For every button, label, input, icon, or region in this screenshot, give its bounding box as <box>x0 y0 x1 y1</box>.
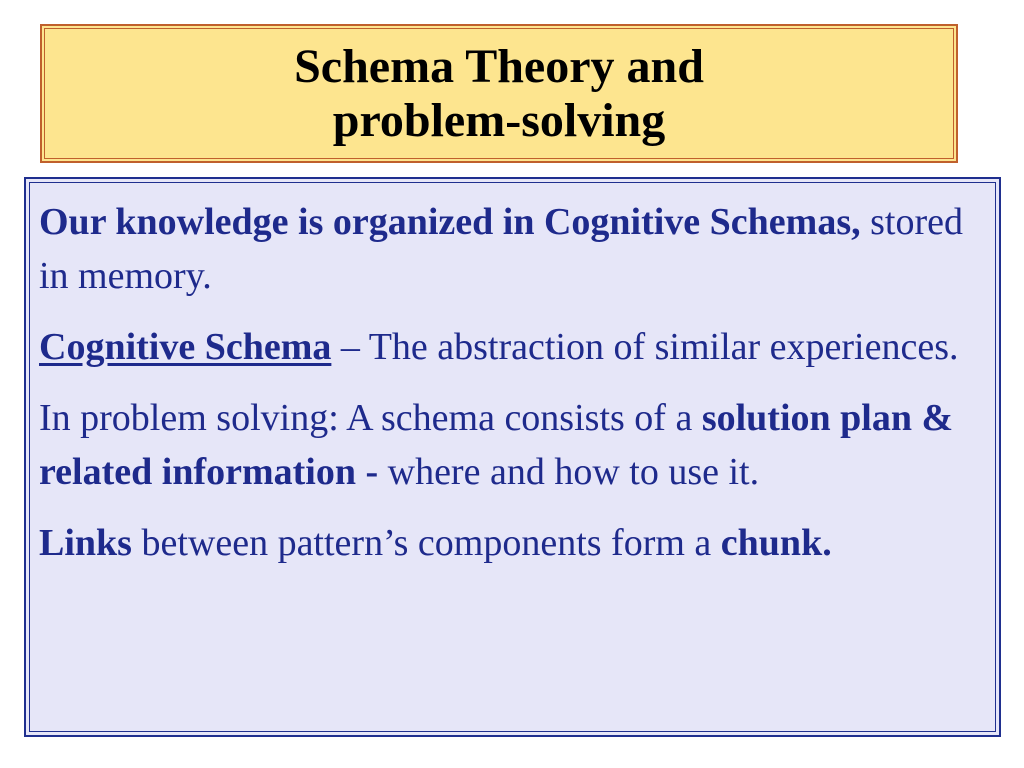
links-bold: Links <box>39 522 132 564</box>
definition-text: – The abstraction of similar experiences. <box>331 326 959 368</box>
solution-plan-bold: solution plan & related information - <box>39 397 954 493</box>
paragraph-links <box>39 516 987 570</box>
paragraph-knowledge <box>39 195 987 303</box>
problem-solving-intro: In problem solving: A schema consists of a <box>39 397 702 439</box>
content-box <box>24 177 1001 737</box>
paragraph-problem-solving <box>39 391 987 499</box>
paragraph-definition <box>39 320 987 374</box>
chunk-bold: chunk. <box>720 522 832 564</box>
title-box <box>40 24 958 163</box>
cognitive-schema-term: Cognitive Schema <box>39 326 332 368</box>
knowledge-bold-text: Our knowledge is organized in Cognitive Schemas, <box>39 201 861 243</box>
slide-title-line-2: problem-solving <box>332 93 666 147</box>
slide-title-line-1: Schema Theory and <box>294 39 704 93</box>
problem-solving-rest: where and how to use it. <box>378 451 760 493</box>
links-mid-text: between pattern’s components form a <box>131 522 721 564</box>
knowledge-rest-text: stored in memory. <box>39 201 963 297</box>
